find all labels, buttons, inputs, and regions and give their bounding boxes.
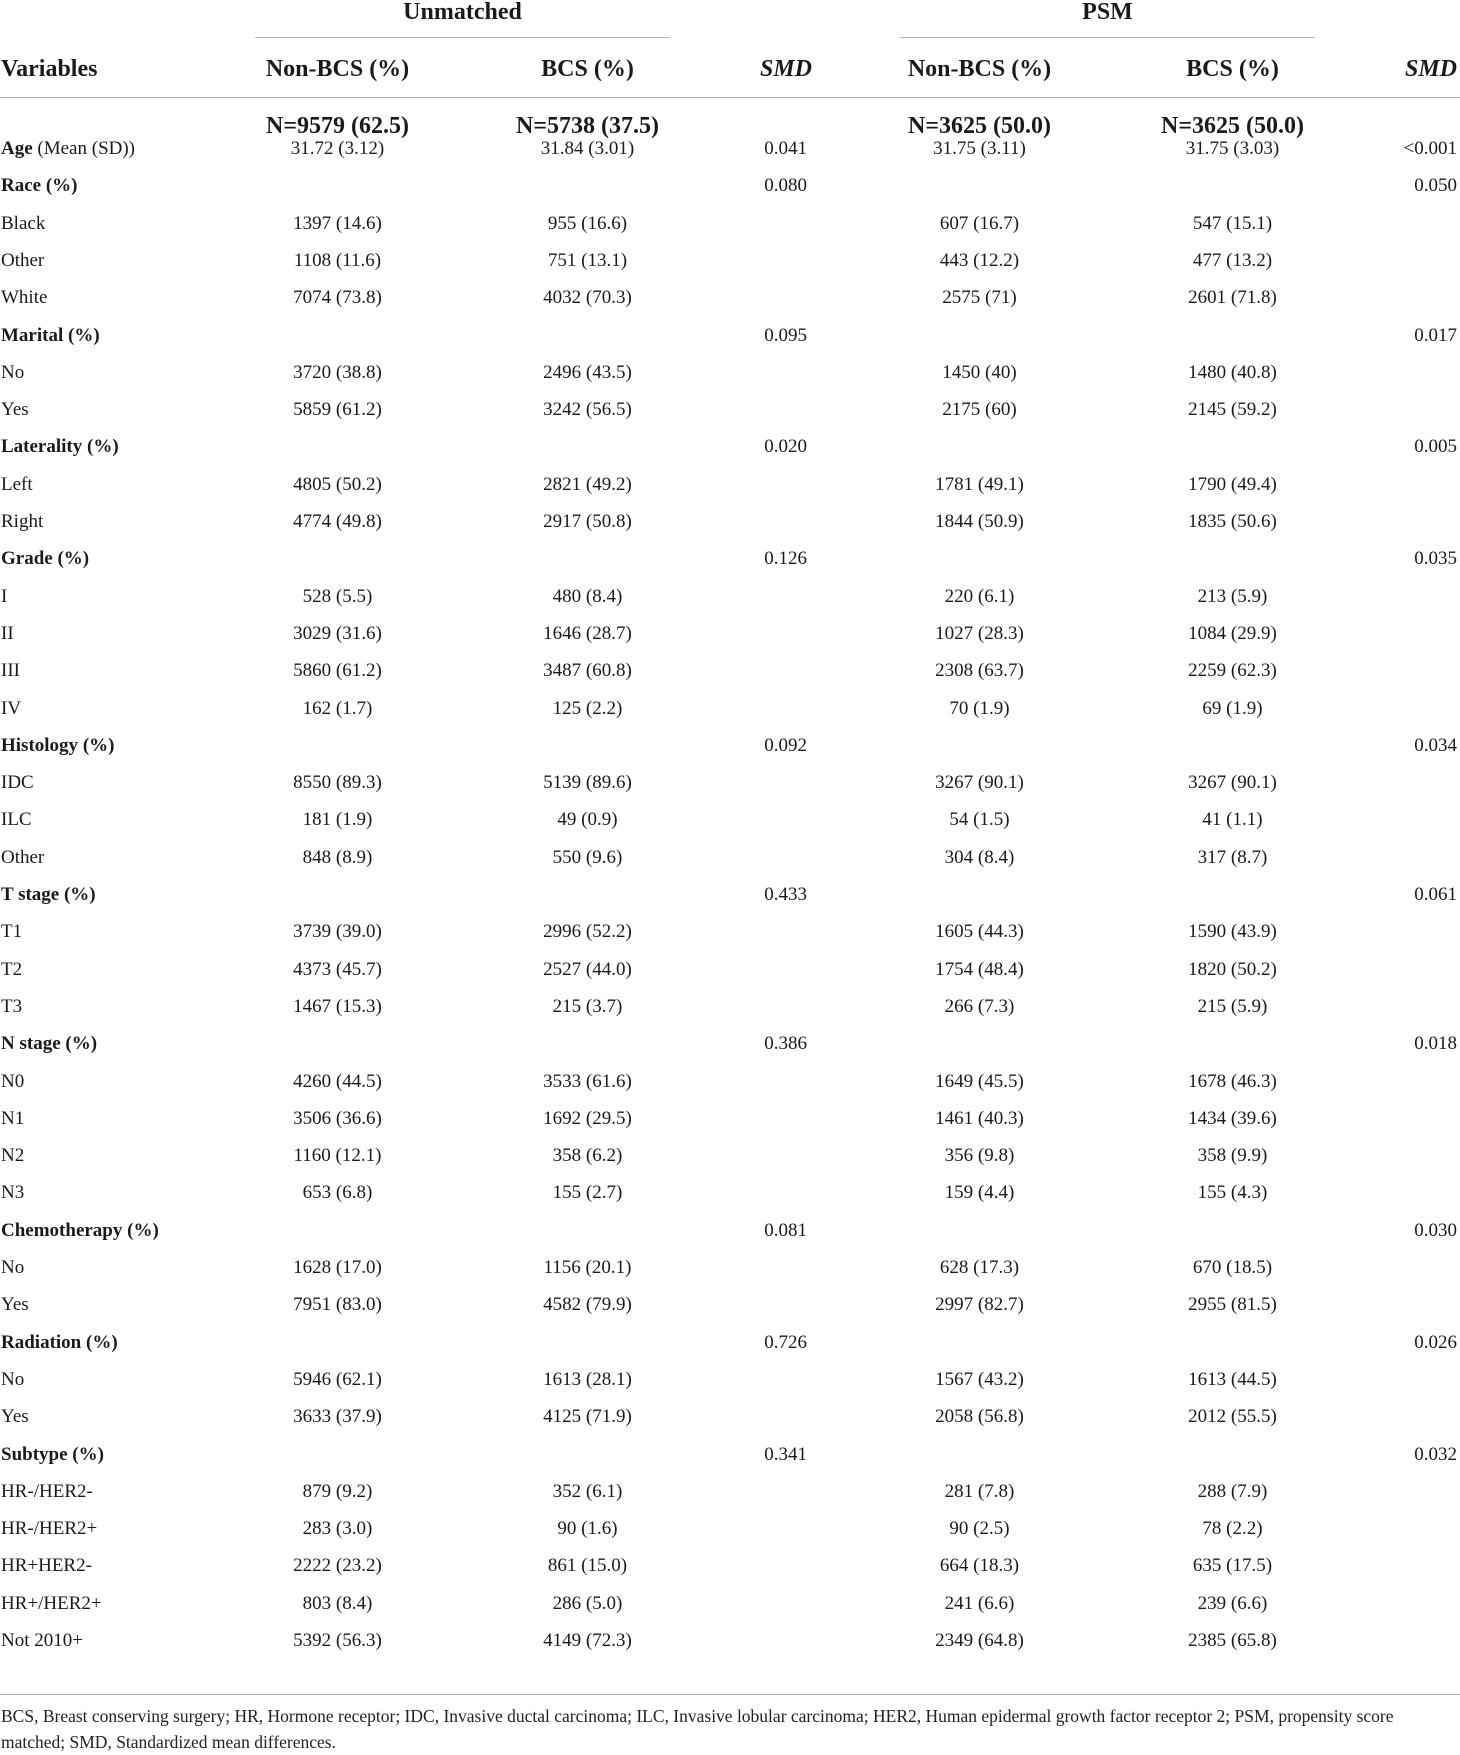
table-row bbox=[0, 1025, 1460, 1062]
category-unit: (%) bbox=[63, 324, 100, 346]
cell-psm-nonbcs: 1605 (44.3) bbox=[935, 921, 1024, 943]
table-row bbox=[0, 1622, 1460, 1659]
col-header-unmatched-smd: SMD bbox=[759, 56, 812, 82]
row-level-label: Other bbox=[1, 249, 45, 271]
table-row bbox=[0, 839, 1460, 876]
table-row bbox=[0, 951, 1460, 988]
cell-psm-nonbcs: 1754 (48.4) bbox=[935, 958, 1024, 980]
cell-un-bcs: 1613 (28.1) bbox=[543, 1368, 632, 1390]
cell-psm-bcs: 215 (5.9) bbox=[1197, 995, 1268, 1017]
row-level-label: N1 bbox=[1, 1107, 25, 1129]
table-row bbox=[0, 1286, 1460, 1323]
cell-un-nonbcs: 2222 (23.2) bbox=[293, 1555, 382, 1577]
cell-un-smd: 0.095 bbox=[764, 324, 807, 346]
cell-psm-smd: <0.001 bbox=[1403, 138, 1457, 159]
table-row bbox=[0, 578, 1460, 615]
col-header-unmatched-non-bcs: Non-BCS (%) bbox=[265, 56, 410, 82]
table-row bbox=[0, 988, 1460, 1025]
cell-psm-nonbcs: 159 (4.4) bbox=[944, 1182, 1015, 1204]
row-level-label: T2 bbox=[1, 958, 23, 980]
cell-psm-bcs: 1434 (39.6) bbox=[1188, 1107, 1277, 1129]
cell-un-bcs: 861 (15.0) bbox=[547, 1555, 628, 1577]
cell-un-nonbcs: 3633 (37.9) bbox=[293, 1406, 382, 1428]
cell-psm-nonbcs: 90 (2.5) bbox=[949, 1518, 1010, 1540]
table-row bbox=[0, 1100, 1460, 1137]
cell-psm-bcs: 2955 (81.5) bbox=[1188, 1294, 1277, 1316]
category-unit: (%) bbox=[59, 884, 96, 905]
cell-psm-bcs: 288 (7.9) bbox=[1197, 1480, 1268, 1502]
cell-psm-smd: 0.061 bbox=[1414, 884, 1457, 905]
table-row bbox=[0, 540, 1460, 577]
cell-psm-bcs: 239 (6.6) bbox=[1197, 1592, 1268, 1614]
n-psm-non-bcs: N=3625 (50.0) bbox=[908, 113, 1051, 139]
cell-psm-nonbcs: 628 (17.3) bbox=[939, 1257, 1020, 1278]
category-unit: (%) bbox=[67, 1443, 104, 1465]
table-row bbox=[0, 1585, 1460, 1622]
cell-un-bcs: 31.84 (3.01) bbox=[540, 138, 635, 159]
row-level-label: HR+/HER2+ bbox=[1, 1592, 102, 1614]
cell-psm-smd: 0.034 bbox=[1414, 734, 1457, 756]
cell-psm-nonbcs: 220 (6.1) bbox=[944, 585, 1015, 607]
table-row bbox=[0, 690, 1460, 727]
cell-psm-nonbcs: 2997 (82.7) bbox=[935, 1294, 1024, 1316]
cell-un-nonbcs: 4774 (49.8) bbox=[293, 511, 382, 532]
table-row bbox=[0, 1324, 1460, 1361]
cell-un-nonbcs: 803 (8.4) bbox=[302, 1592, 373, 1614]
row-level-label: ILC bbox=[1, 809, 32, 831]
cell-psm-bcs: 155 (4.3) bbox=[1197, 1182, 1268, 1204]
cell-psm-bcs: 670 (18.5) bbox=[1192, 1257, 1273, 1278]
table-row bbox=[0, 1174, 1460, 1211]
cell-psm-nonbcs: 356 (9.8) bbox=[944, 1145, 1015, 1167]
cell-psm-nonbcs: 54 (1.5) bbox=[949, 809, 1010, 831]
cell-un-bcs: 4125 (71.9) bbox=[543, 1406, 632, 1428]
row-category-label bbox=[1, 1436, 104, 1473]
category-unit: (%) bbox=[78, 734, 115, 756]
cell-psm-bcs: 2145 (59.2) bbox=[1188, 399, 1277, 421]
cell-un-bcs: 3533 (61.6) bbox=[543, 1070, 632, 1092]
cell-un-nonbcs: 879 (9.2) bbox=[302, 1480, 373, 1502]
row-level-label: HR+HER2- bbox=[1, 1555, 92, 1577]
cell-psm-smd: 0.017 bbox=[1414, 324, 1457, 346]
table-row bbox=[0, 1249, 1460, 1286]
cell-un-nonbcs: 653 (6.8) bbox=[302, 1182, 373, 1204]
cell-psm-bcs: 1678 (46.3) bbox=[1188, 1070, 1277, 1092]
table-row bbox=[0, 1547, 1460, 1584]
cell-un-nonbcs: 1108 (11.6) bbox=[293, 249, 382, 271]
row-level-label: N0 bbox=[1, 1070, 25, 1092]
row-level-label: HR-/HER2+ bbox=[1, 1518, 98, 1540]
cell-psm-nonbcs: 281 (7.8) bbox=[944, 1480, 1015, 1502]
row-category-label bbox=[1, 317, 100, 354]
category-unit: (%) bbox=[52, 548, 90, 570]
cell-un-bcs: 2821 (49.2) bbox=[543, 473, 632, 495]
table-row bbox=[0, 130, 1460, 167]
cell-psm-bcs: 1790 (49.4) bbox=[1188, 473, 1277, 495]
table-row bbox=[0, 242, 1460, 279]
unmatched-underline bbox=[255, 37, 670, 38]
table-footnote: BCS, Breast conserving surgery; HR, Hormone receptor; IDC, Invasive ductal carcinoma; ILC, Invasive lobular carcinoma; HER2, Human epidermal growth factor receptor 2; PSM, propensity score matched; SMD, Standardized mean differences. bbox=[1, 1706, 1394, 1752]
cell-un-bcs: 1156 (20.1) bbox=[543, 1257, 632, 1278]
cell-psm-bcs: 78 (2.2) bbox=[1202, 1518, 1263, 1540]
cell-psm-smd: 0.018 bbox=[1414, 1033, 1457, 1055]
cell-psm-smd: 0.032 bbox=[1414, 1443, 1457, 1465]
cell-un-bcs: 125 (2.2) bbox=[552, 697, 623, 719]
cell-un-nonbcs: 4805 (50.2) bbox=[293, 473, 382, 495]
cell-psm-bcs: 635 (17.5) bbox=[1192, 1555, 1273, 1577]
row-level-label: Yes bbox=[1, 1294, 29, 1316]
table-row bbox=[0, 1510, 1460, 1547]
row-level-label: N3 bbox=[1, 1182, 25, 1204]
category-name: Subtype bbox=[1, 1443, 68, 1465]
cell-psm-nonbcs: 304 (8.4) bbox=[944, 846, 1015, 868]
table-row bbox=[0, 652, 1460, 689]
row-level-label: Not 2010+ bbox=[1, 1630, 83, 1651]
n-unmatched-non-bcs: N=9579 (62.5) bbox=[266, 113, 409, 139]
cell-un-bcs: 2527 (44.0) bbox=[543, 958, 632, 980]
cell-psm-nonbcs: 1844 (50.9) bbox=[935, 511, 1024, 532]
cell-un-nonbcs: 181 (1.9) bbox=[302, 809, 373, 831]
row-level-label: T3 bbox=[1, 995, 23, 1017]
row-level-label: IV bbox=[1, 697, 22, 719]
cell-psm-bcs: 41 (1.1) bbox=[1202, 809, 1263, 831]
cell-psm-nonbcs: 1649 (45.5) bbox=[935, 1070, 1024, 1092]
table-row bbox=[0, 1436, 1460, 1473]
cell-psm-nonbcs: 1450 (40) bbox=[942, 361, 1017, 383]
cell-un-bcs: 286 (5.0) bbox=[552, 1592, 623, 1614]
cell-psm-smd: 0.005 bbox=[1414, 436, 1457, 458]
cell-psm-bcs: 1084 (29.9) bbox=[1188, 622, 1277, 644]
cell-un-bcs: 4032 (70.3) bbox=[543, 287, 632, 309]
cell-psm-smd: 0.030 bbox=[1414, 1219, 1457, 1241]
category-name: T stage bbox=[1, 884, 60, 905]
cell-un-smd: 0.341 bbox=[764, 1443, 807, 1465]
table-row bbox=[0, 466, 1460, 503]
cell-un-nonbcs: 7951 (83.0) bbox=[293, 1294, 382, 1316]
cell-un-smd: 0.020 bbox=[764, 436, 807, 458]
cell-psm-bcs: 2259 (62.3) bbox=[1188, 660, 1277, 682]
cell-un-bcs: 3242 (56.5) bbox=[543, 399, 632, 421]
table-row bbox=[0, 1398, 1460, 1435]
bottom-rule bbox=[0, 1694, 1460, 1695]
cell-un-bcs: 155 (2.7) bbox=[552, 1182, 623, 1204]
cell-un-smd: 0.386 bbox=[764, 1033, 807, 1055]
table-row bbox=[0, 1361, 1460, 1398]
table-row bbox=[0, 391, 1460, 428]
category-unit: (%) bbox=[41, 175, 78, 197]
row-category-label bbox=[1, 1025, 97, 1062]
cell-psm-nonbcs: 443 (12.2) bbox=[939, 249, 1020, 271]
cell-un-nonbcs: 4373 (45.7) bbox=[293, 958, 382, 980]
cell-psm-bcs: 3267 (90.1) bbox=[1188, 772, 1277, 794]
cell-un-bcs: 358 (6.2) bbox=[552, 1145, 623, 1167]
row-level-label: White bbox=[1, 287, 48, 309]
row-level-label: IDC bbox=[1, 772, 34, 794]
row-level-label: Left bbox=[1, 473, 33, 495]
category-name: Grade bbox=[1, 548, 53, 570]
category-name: Laterality bbox=[1, 436, 83, 458]
col-header-psm-smd: SMD bbox=[1404, 56, 1457, 82]
cell-un-smd: 0.126 bbox=[764, 548, 807, 570]
cell-un-nonbcs: 1397 (14.6) bbox=[293, 212, 382, 234]
table-row bbox=[0, 167, 1460, 204]
category-unit: (%) bbox=[81, 1331, 118, 1353]
cell-psm-smd: 0.035 bbox=[1414, 548, 1457, 570]
cell-psm-bcs: 2601 (71.8) bbox=[1188, 287, 1277, 309]
psm-underline bbox=[900, 37, 1315, 38]
table-row bbox=[0, 503, 1460, 540]
category-name: Age bbox=[1, 138, 33, 159]
cell-un-bcs: 480 (8.4) bbox=[552, 585, 623, 607]
category-unit: (%) bbox=[60, 1033, 98, 1055]
cell-psm-bcs: 1820 (50.2) bbox=[1188, 958, 1277, 980]
row-level-label: T1 bbox=[1, 921, 23, 943]
cell-un-bcs: 2996 (52.2) bbox=[543, 921, 632, 943]
cell-un-nonbcs: 3506 (36.6) bbox=[293, 1107, 382, 1129]
cell-psm-nonbcs: 1461 (40.3) bbox=[935, 1107, 1024, 1129]
cell-psm-bcs: 317 (8.7) bbox=[1197, 846, 1268, 868]
category-name: Marital bbox=[1, 324, 64, 346]
row-category-label bbox=[1, 428, 119, 465]
cell-psm-bcs: 1613 (44.5) bbox=[1188, 1368, 1277, 1390]
category-name: Histology bbox=[1, 734, 79, 756]
cell-psm-bcs: 358 (9.9) bbox=[1197, 1145, 1268, 1167]
row-category-label bbox=[1, 727, 114, 764]
header-rule bbox=[0, 97, 1460, 98]
cell-psm-nonbcs: 664 (18.3) bbox=[939, 1555, 1020, 1577]
cell-un-bcs: 550 (9.6) bbox=[552, 846, 623, 868]
row-category-label bbox=[1, 540, 89, 577]
cell-un-nonbcs: 3720 (38.8) bbox=[293, 361, 382, 383]
cell-un-bcs: 2917 (50.8) bbox=[543, 511, 632, 532]
row-level-label: Other bbox=[1, 846, 45, 868]
cell-psm-nonbcs: 31.75 (3.11) bbox=[933, 138, 1026, 159]
cell-un-nonbcs: 5860 (61.2) bbox=[293, 660, 382, 682]
cell-un-nonbcs: 31.72 (3.12) bbox=[290, 138, 385, 159]
n-unmatched-bcs: N=5738 (37.5) bbox=[516, 113, 659, 139]
cell-psm-smd: 0.050 bbox=[1414, 175, 1457, 197]
cell-psm-nonbcs: 266 (7.3) bbox=[944, 995, 1015, 1017]
cell-un-nonbcs: 8550 (89.3) bbox=[293, 772, 382, 794]
cell-psm-bcs: 213 (5.9) bbox=[1197, 585, 1268, 607]
cell-un-nonbcs: 3029 (31.6) bbox=[293, 622, 382, 644]
table-row bbox=[0, 317, 1460, 354]
cell-un-smd: 0.433 bbox=[764, 884, 807, 905]
row-level-label: Black bbox=[1, 212, 46, 234]
cell-un-bcs: 1646 (28.7) bbox=[543, 622, 632, 644]
row-level-label: I bbox=[1, 585, 8, 607]
cell-un-smd: 0.081 bbox=[764, 1219, 807, 1241]
cell-un-bcs: 3487 (60.8) bbox=[543, 660, 632, 682]
cell-psm-bcs: 1590 (43.9) bbox=[1188, 921, 1277, 943]
row-level-label: No bbox=[1, 1257, 25, 1278]
cell-psm-smd: 0.026 bbox=[1414, 1331, 1457, 1353]
cell-psm-bcs: 69 (1.9) bbox=[1202, 697, 1263, 719]
table-row bbox=[0, 1063, 1460, 1100]
row-category-label bbox=[1, 167, 78, 204]
cell-un-smd: 0.080 bbox=[764, 175, 807, 197]
cell-un-smd: 0.041 bbox=[764, 138, 807, 159]
cell-un-nonbcs: 7074 (73.8) bbox=[293, 287, 382, 309]
cell-psm-nonbcs: 2349 (64.8) bbox=[935, 1630, 1024, 1651]
cell-un-smd: 0.092 bbox=[764, 734, 807, 756]
cell-un-nonbcs: 848 (8.9) bbox=[302, 846, 373, 868]
cell-un-nonbcs: 528 (5.5) bbox=[302, 585, 373, 607]
col-header-psm-bcs: BCS (%) bbox=[1186, 56, 1279, 82]
row-level-label: HR-/HER2- bbox=[1, 1480, 93, 1502]
cell-un-nonbcs: 1467 (15.3) bbox=[293, 995, 382, 1017]
cell-psm-nonbcs: 2175 (60) bbox=[942, 399, 1017, 421]
col-header-variables: Variables bbox=[1, 56, 98, 82]
cell-un-nonbcs: 162 (1.7) bbox=[302, 697, 373, 719]
table-row bbox=[0, 615, 1460, 652]
cell-un-nonbcs: 5859 (61.2) bbox=[293, 399, 382, 421]
cell-psm-nonbcs: 1781 (49.1) bbox=[935, 473, 1024, 495]
cell-un-bcs: 5139 (89.6) bbox=[543, 772, 632, 794]
cell-psm-bcs: 1835 (50.6) bbox=[1188, 511, 1277, 532]
cell-un-bcs: 2496 (43.5) bbox=[543, 361, 632, 383]
cell-psm-bcs: 31.75 (3.03) bbox=[1185, 138, 1280, 159]
col-header-psm-non-bcs: Non-BCS (%) bbox=[907, 56, 1052, 82]
table-row bbox=[0, 1137, 1460, 1174]
cell-psm-nonbcs: 607 (16.7) bbox=[939, 212, 1020, 234]
category-name: Race bbox=[1, 175, 42, 197]
group-header-psm: PSM bbox=[1082, 0, 1133, 25]
row-level-label: Yes bbox=[1, 399, 29, 421]
cell-un-nonbcs: 3739 (39.0) bbox=[293, 921, 382, 943]
table-row bbox=[0, 354, 1460, 391]
row-level-label: No bbox=[1, 1368, 25, 1390]
cell-un-bcs: 1692 (29.5) bbox=[543, 1107, 632, 1129]
cell-psm-nonbcs: 2058 (56.8) bbox=[935, 1406, 1024, 1428]
cell-psm-nonbcs: 2308 (63.7) bbox=[935, 660, 1024, 682]
cell-un-bcs: 4149 (72.3) bbox=[543, 1630, 632, 1651]
cell-un-bcs: 4582 (79.9) bbox=[543, 1294, 632, 1316]
category-unit: (%) bbox=[122, 1219, 159, 1241]
cell-psm-nonbcs: 1567 (43.2) bbox=[935, 1368, 1024, 1390]
cell-un-nonbcs: 5946 (62.1) bbox=[293, 1368, 382, 1390]
row-category-label bbox=[1, 1324, 118, 1361]
n-psm-bcs: N=3625 (50.0) bbox=[1161, 113, 1304, 139]
row-category-label bbox=[1, 130, 135, 167]
table-row bbox=[0, 764, 1460, 801]
table-row bbox=[0, 801, 1460, 838]
cell-un-bcs: 49 (0.9) bbox=[557, 809, 618, 831]
col-header-unmatched-bcs: BCS (%) bbox=[541, 56, 634, 82]
cell-psm-nonbcs: 2575 (71) bbox=[942, 287, 1017, 309]
row-level-label: N2 bbox=[1, 1145, 25, 1167]
cell-un-bcs: 352 (6.1) bbox=[552, 1480, 623, 1502]
row-level-label: III bbox=[1, 660, 20, 682]
table-row bbox=[0, 913, 1460, 950]
table-row bbox=[0, 1473, 1460, 1510]
category-name: Chemotherapy bbox=[1, 1219, 123, 1241]
row-level-label: No bbox=[1, 361, 25, 383]
table-row bbox=[0, 1212, 1460, 1249]
row-level-label: Right bbox=[1, 511, 44, 532]
table-row bbox=[0, 279, 1460, 316]
row-category-label bbox=[1, 876, 96, 913]
cell-un-nonbcs: 5392 (56.3) bbox=[293, 1630, 382, 1651]
cell-un-nonbcs: 4260 (44.5) bbox=[293, 1070, 382, 1092]
category-unit: (%) bbox=[82, 436, 119, 458]
category-name: Radiation bbox=[1, 1331, 82, 1353]
table-row bbox=[0, 428, 1460, 465]
row-level-label: Yes bbox=[1, 1406, 29, 1428]
cell-psm-nonbcs: 1027 (28.3) bbox=[935, 622, 1024, 644]
cell-psm-bcs: 2385 (65.8) bbox=[1188, 1630, 1277, 1651]
cell-psm-bcs: 1480 (40.8) bbox=[1188, 361, 1277, 383]
cell-un-nonbcs: 283 (3.0) bbox=[302, 1518, 373, 1540]
cell-psm-bcs: 547 (15.1) bbox=[1192, 212, 1273, 234]
table-row bbox=[0, 205, 1460, 242]
cell-psm-nonbcs: 3267 (90.1) bbox=[935, 772, 1024, 794]
row-level-label: II bbox=[1, 622, 14, 644]
cell-psm-nonbcs: 241 (6.6) bbox=[944, 1592, 1015, 1614]
cell-un-bcs: 215 (3.7) bbox=[552, 995, 623, 1017]
cell-psm-bcs: 477 (13.2) bbox=[1192, 249, 1273, 271]
cell-un-nonbcs: 1628 (17.0) bbox=[293, 1257, 382, 1278]
table-row bbox=[0, 727, 1460, 764]
cell-psm-bcs: 2012 (55.5) bbox=[1188, 1406, 1277, 1428]
group-header-unmatched: Unmatched bbox=[403, 0, 522, 25]
category-name: N stage bbox=[1, 1033, 61, 1055]
row-category-label bbox=[1, 1212, 159, 1249]
cell-un-smd: 0.726 bbox=[764, 1331, 807, 1353]
cell-psm-nonbcs: 70 (1.9) bbox=[949, 697, 1010, 719]
cell-un-bcs: 955 (16.6) bbox=[547, 212, 628, 234]
cell-un-bcs: 90 (1.6) bbox=[557, 1518, 618, 1540]
cell-un-bcs: 751 (13.1) bbox=[547, 249, 628, 271]
category-unit: (Mean (SD)) bbox=[32, 138, 136, 159]
table-row bbox=[0, 876, 1460, 913]
cell-un-nonbcs: 1160 (12.1) bbox=[293, 1145, 382, 1167]
